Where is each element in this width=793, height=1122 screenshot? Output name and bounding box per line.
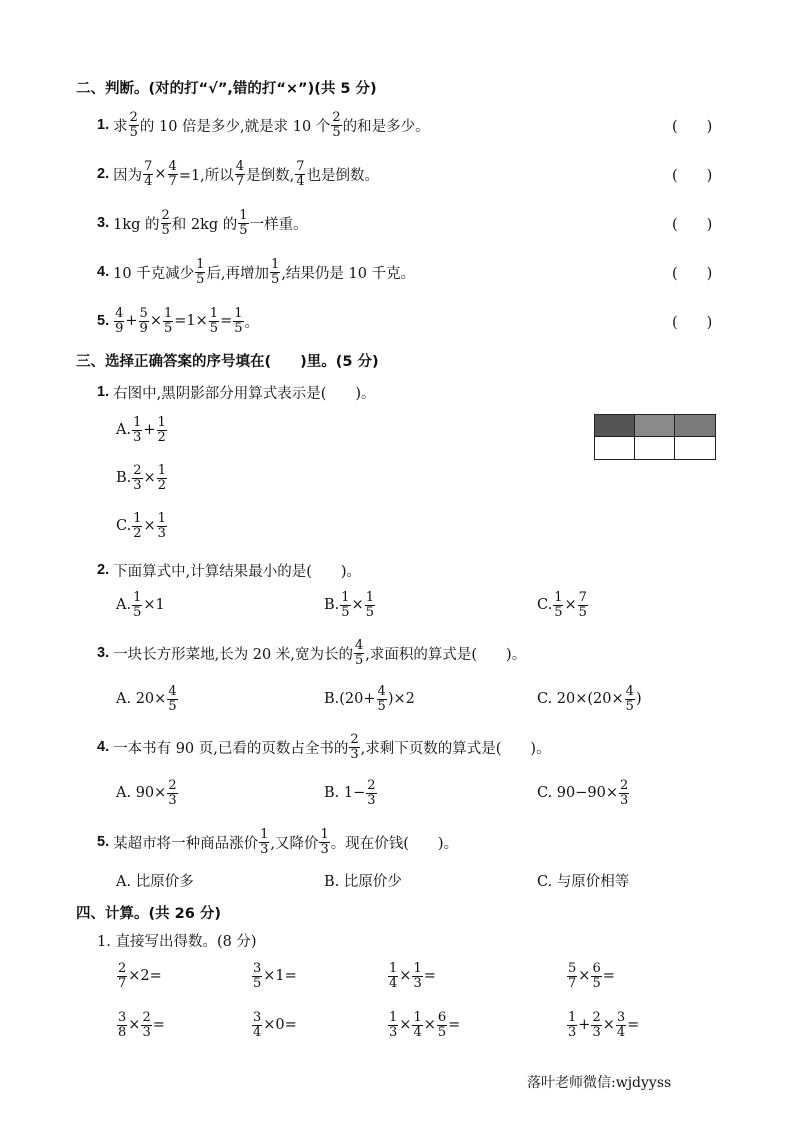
choice-question-3 (97, 631, 526, 675)
fraction: $\frac{4}{5}$ (377, 683, 386, 714)
text: 求 (113, 118, 128, 135)
section-calc-title: 四、计算。(共 26 分) (76, 906, 222, 922)
fraction: $\frac{1}{4}$ (413, 1009, 422, 1040)
fraction: 1 3 (260, 826, 269, 857)
option-a[interactable]: A. 90× $\frac{2}{3}$ (116, 777, 177, 808)
answer-blank[interactable]: ( ) (672, 216, 713, 233)
answer-blank[interactable]: ( ) (672, 118, 713, 135)
fraction: 4 5 (354, 637, 364, 668)
fraction: $\frac{1}{3}$ (157, 510, 166, 541)
option-b[interactable]: B. 1− $\frac{2}{3}$ (324, 777, 376, 808)
calc-item[interactable]: $\frac{1}{3}$ × $\frac{1}{4}$ × $\frac{6}{5}$ = (389, 1009, 461, 1040)
operator: = (220, 313, 233, 329)
fraction: $\frac{3}{5}$ (253, 960, 262, 991)
fraction: 2 5 (161, 207, 170, 238)
option-c[interactable]: C. 90−90× $\frac{2}{3}$ (537, 777, 629, 808)
grid-cell-shaded (595, 415, 635, 437)
fraction: $\frac{2}{3}$ (620, 777, 629, 808)
fraction: $\frac{1}{5}$ (554, 589, 563, 620)
grid-cell (635, 437, 675, 459)
fraction: $\frac{2}{3}$ (142, 1009, 151, 1040)
fraction: $\frac{1}{2}$ (133, 510, 142, 541)
section-choice-title: 三、选择正确答案的序号填在( )里。(5 分) (76, 354, 379, 370)
text: 是倒数, (246, 167, 295, 184)
text: ,求剩下页数的算式是( )。 (360, 740, 551, 757)
operator: × (154, 166, 167, 182)
fraction: $\frac{1}{5}$ (234, 305, 243, 336)
fraction: $\frac{5}{7}$ (568, 960, 577, 991)
option-a[interactable]: A. 20× $\frac{4}{5}$ (116, 683, 177, 714)
question-number: 5. (97, 313, 110, 329)
fraction: 1 3 (568, 1009, 577, 1040)
text: 后,再增加 (206, 265, 270, 282)
fraction: $\frac{6}{5}$ (437, 1009, 447, 1040)
fraction: $\frac{1}{5}$ (341, 589, 350, 620)
fraction: $\frac{1}{5}$ (133, 589, 142, 620)
fraction: 2 5 (332, 109, 341, 140)
answer-blank[interactable]: ( ) (672, 314, 713, 331)
text: 和 2kg 的 (171, 216, 238, 233)
fraction: $\frac{3}{8}$ (118, 1009, 127, 1040)
calc-item[interactable]: $\frac{5}{7}$ × $\frac{6}{5}$ = (568, 960, 615, 991)
fraction: $\frac{2}{7}$ (118, 960, 127, 991)
grid-cell-shaded (675, 415, 715, 437)
text: 一块长方形菜地,长为 20 米,宽为长的 (113, 646, 353, 663)
fraction: 1 5 (196, 256, 205, 287)
grid-cell-shaded (635, 415, 675, 437)
option-c[interactable]: C. 与原价相等 (537, 873, 630, 890)
fraction: 4 9 (115, 305, 124, 336)
option-a[interactable]: A. 比原价多 (116, 873, 194, 890)
calc-item[interactable]: $\frac{2}{7}$ ×2= (118, 960, 162, 991)
text: 一样重。 (249, 216, 308, 233)
text: 一本书有 90 页,已看的页数占全书的 (113, 740, 349, 757)
fraction: $\frac{7}{4}$ (144, 158, 153, 189)
answer-blank[interactable]: ( ) (672, 265, 713, 282)
fraction: $\frac{4}{5}$ (625, 683, 634, 714)
calc-item[interactable]: $\frac{3}{5}$ ×1= (253, 960, 297, 991)
option-c[interactable]: C. $\frac{1}{2}$ × $\frac{1}{3}$ (116, 510, 166, 541)
text: ,求面积的算式是( )。 (365, 646, 527, 663)
fraction: $\frac{5}{9}$ (139, 305, 148, 336)
text: 某超市将一种商品涨价 (113, 835, 259, 852)
calc-item[interactable]: 1 3 + $\frac{2}{3}$ × $\frac{3}{4}$ = (568, 1009, 640, 1040)
text: 10 千克减少 (113, 265, 195, 282)
fraction: 2 3 (350, 731, 359, 762)
question-number: 1. (97, 384, 110, 400)
operator: × (149, 313, 162, 329)
text: 1kg 的 (113, 216, 160, 233)
judge-question-4 (97, 250, 415, 294)
question-number: 5. (97, 834, 110, 850)
option-c[interactable]: C. 20×(20× $\frac{4}{5}$ ) (537, 683, 642, 714)
fraction: 7 4 (296, 158, 305, 189)
text: 右图中,黑阴影部分用算式表示是( )。 (113, 385, 376, 402)
fraction: $\frac{3}{4}$ (616, 1009, 626, 1040)
question-number: 2. (97, 166, 110, 182)
question-number: 4. (97, 264, 110, 280)
operator: + (125, 313, 138, 329)
fraction: 2 5 (129, 109, 138, 140)
option-b[interactable]: B. $\frac{2}{3}$ × $\frac{1}{2}$ (116, 462, 166, 493)
fraction: $\frac{1}{5}$ (209, 305, 219, 336)
fraction: $\frac{1}{3}$ (389, 1009, 398, 1040)
fraction: 1 5 (239, 207, 248, 238)
text: 因为 (113, 167, 143, 184)
fraction: $\frac{1}{3}$ (413, 960, 422, 991)
grid-cell (675, 437, 715, 459)
question-number: 3. (97, 645, 110, 661)
grid-cell (595, 437, 635, 459)
text: 。现在价钱( )。 (330, 835, 459, 852)
fraction: 1 5 (271, 256, 280, 287)
option-a[interactable]: A. $\frac{1}{5}$ ×1 (116, 589, 165, 620)
section-judge-title: 二、判断。(对的打“√”,错的打“×”)(共 5 分) (76, 81, 377, 97)
text: 。 (244, 314, 259, 331)
option-b[interactable]: B. $\frac{1}{5}$ × $\frac{1}{5}$ (324, 589, 374, 620)
option-a[interactable]: A. 1 3 + $\frac{1}{2}$ (116, 414, 166, 445)
fraction: $\frac{2}{3}$ (367, 777, 376, 808)
text: 的和是多少。 (342, 118, 430, 135)
calc-item[interactable]: $\frac{3}{8}$ × $\frac{2}{3}$ = (118, 1009, 165, 1040)
fraction: $\frac{4}{5}$ (168, 683, 177, 714)
calc-item[interactable]: $\frac{1}{4}$ × $\frac{1}{3}$ = (389, 960, 436, 991)
fraction: 4 7 (235, 158, 245, 189)
text: =1× (174, 313, 208, 329)
fraction: $\frac{2}{3}$ (133, 462, 142, 493)
fraction: $\frac{6}{5}$ (592, 960, 601, 991)
fraction: $\frac{1}{4}$ (389, 960, 398, 991)
fraction: $\frac{3}{4}$ (253, 1009, 262, 1040)
fraction: 1 3 (133, 414, 142, 445)
judge-question-5 (97, 299, 259, 343)
fraction: $\frac{1}{5}$ (365, 589, 374, 620)
question-number: 1. (97, 117, 110, 133)
text: 下面算式中,计算结果最小的是( )。 (113, 563, 362, 580)
text: =1,所以 (178, 167, 234, 184)
text: 也是倒数。 (306, 167, 379, 184)
text: ,又降价 (270, 835, 319, 852)
fraction: $\frac{2}{3}$ (168, 777, 177, 808)
fraction: $\frac{7}{5}$ (578, 589, 587, 620)
footer-contact: 落叶老师微信:wjdyyss (527, 1075, 672, 1091)
text: 的 10 倍是多少,就是求 10 个 (139, 118, 331, 135)
choice-question-4 (97, 725, 551, 769)
fraction: 1 3 (320, 826, 329, 857)
fraction: $\frac{1}{2}$ (157, 414, 166, 445)
text: ,结果仍是 10 千克。 (281, 265, 416, 282)
question-number: 2. (97, 562, 110, 578)
fraction: $\frac{2}{3}$ (592, 1009, 601, 1040)
option-b[interactable]: B. (20+ $\frac{4}{5}$ )×2 (324, 683, 415, 714)
option-b[interactable]: B. 比原价少 (324, 873, 402, 890)
judge-question-2 (97, 152, 379, 196)
option-c[interactable]: C. $\frac{1}{5}$ × $\frac{7}{5}$ (537, 589, 587, 620)
fraction: $\frac{1}{5}$ (163, 305, 173, 336)
judge-question-1 (97, 103, 430, 147)
question-number: 3. (97, 215, 110, 231)
fraction: $\frac{4}{7}$ (168, 158, 177, 189)
question-number: 4. (97, 739, 110, 755)
shaded-grid-figure (594, 414, 716, 460)
answer-blank[interactable]: ( ) (672, 167, 713, 184)
text: 1. 直接写出得数。(8 分) (97, 933, 257, 950)
fraction: $\frac{1}{2}$ (157, 462, 166, 493)
judge-question-3 (97, 201, 308, 245)
calc-item[interactable]: $\frac{3}{4}$ ×0= (253, 1009, 297, 1040)
